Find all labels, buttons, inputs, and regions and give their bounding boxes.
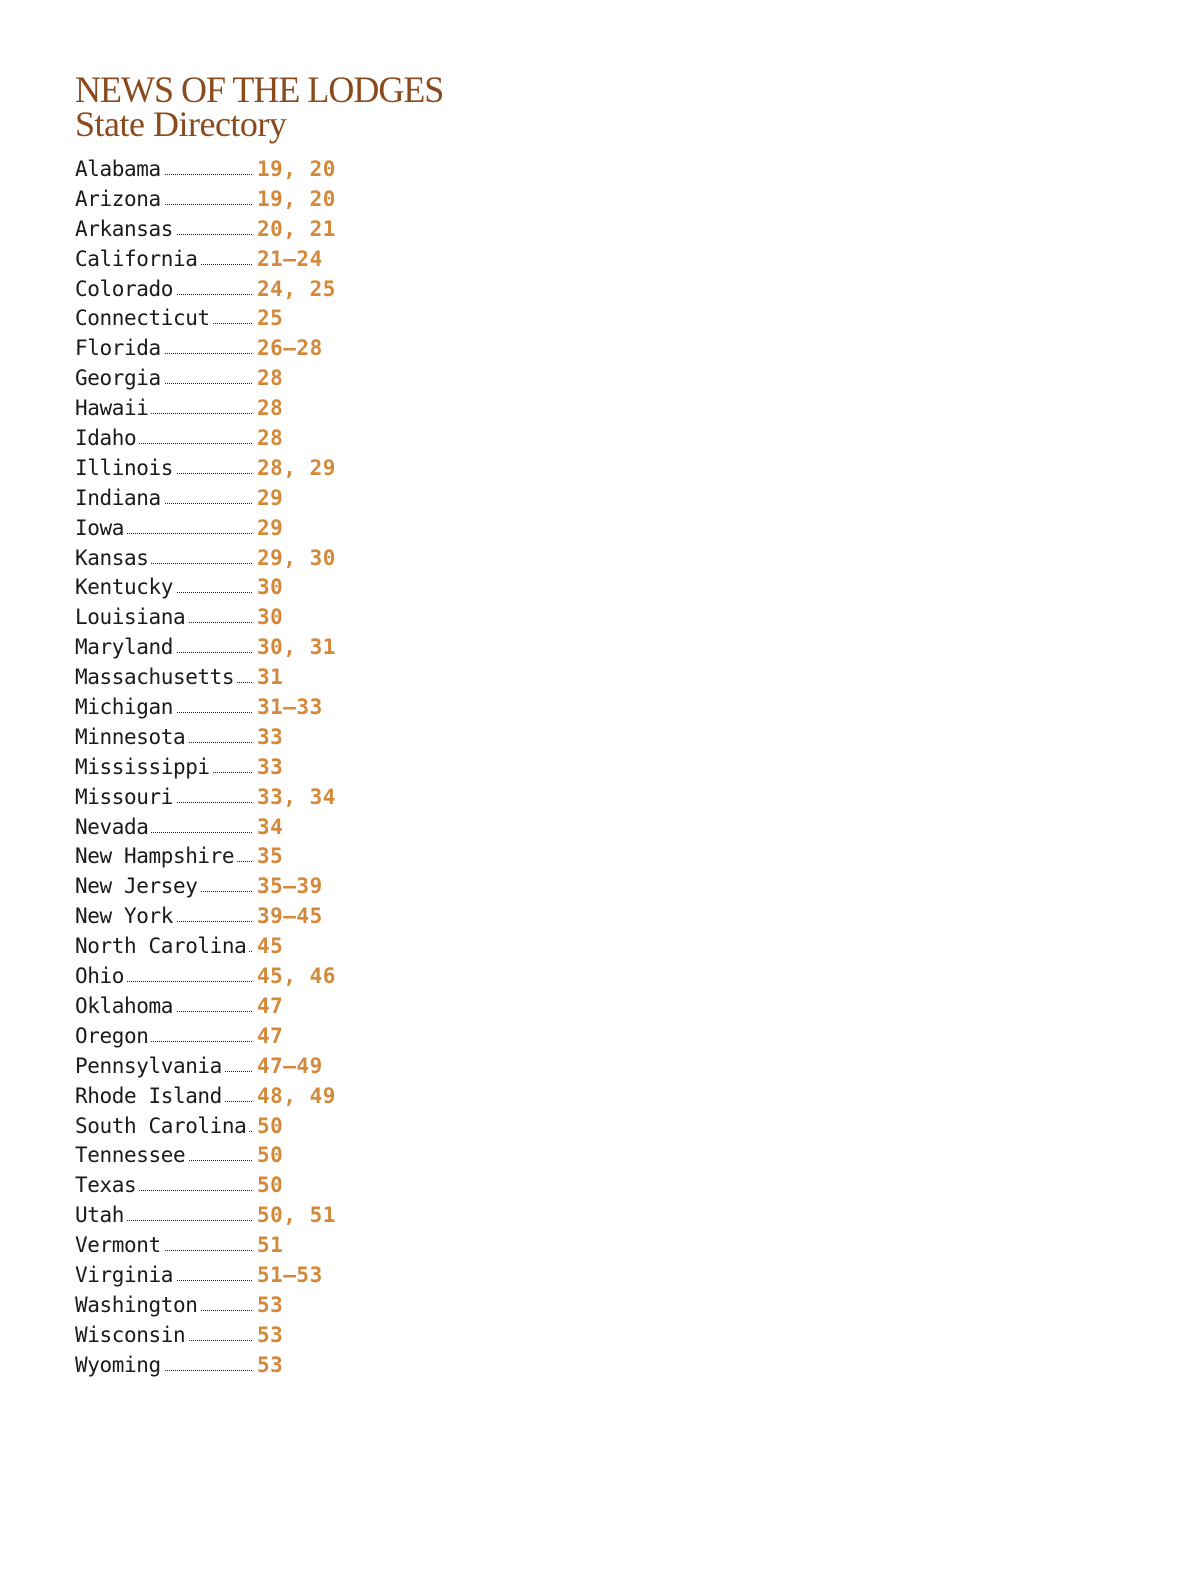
state-name: Tennessee bbox=[75, 1140, 188, 1170]
state-name: Idaho bbox=[75, 423, 139, 453]
directory-entry bbox=[75, 184, 475, 214]
directory-entry bbox=[75, 453, 475, 483]
directory-entry bbox=[75, 961, 475, 991]
state-name: Pennsylvania bbox=[75, 1051, 225, 1081]
directory-entry bbox=[75, 513, 475, 543]
page-reference[interactable]: 47 bbox=[257, 993, 284, 1018]
state-name: Ohio bbox=[75, 961, 127, 991]
directory-entry bbox=[75, 572, 475, 602]
directory-entry bbox=[75, 1320, 475, 1350]
directory-entry bbox=[75, 154, 475, 184]
state-name: Vermont bbox=[75, 1230, 164, 1260]
directory-entry bbox=[75, 244, 475, 274]
directory-entry bbox=[75, 363, 475, 393]
page-reference[interactable]: 28 bbox=[257, 396, 284, 421]
state-name: Georgia bbox=[75, 363, 164, 393]
section-title: NEWS OF THE LODGES bbox=[75, 69, 444, 111]
page-reference[interactable]: 53 bbox=[257, 1322, 284, 1347]
page-reference[interactable]: 19, 20 bbox=[257, 186, 336, 211]
directory-entry bbox=[75, 1260, 475, 1290]
state-name: North Carolina bbox=[75, 931, 249, 961]
page-reference[interactable]: 35 bbox=[257, 844, 284, 869]
directory-entry bbox=[75, 1230, 475, 1260]
state-name: Massachusetts bbox=[75, 662, 237, 692]
directory-entry bbox=[75, 1350, 475, 1380]
page-reference[interactable]: 48, 49 bbox=[257, 1083, 336, 1108]
state-name: Arizona bbox=[75, 184, 164, 214]
directory-entry bbox=[75, 1111, 475, 1141]
page-reference[interactable]: 28 bbox=[257, 426, 284, 451]
state-name: Connecticut bbox=[75, 303, 213, 333]
page-reference[interactable]: 34 bbox=[257, 814, 284, 839]
directory-entry bbox=[75, 303, 475, 333]
directory-entry bbox=[75, 1200, 475, 1230]
directory-subtitle: State Directory bbox=[75, 104, 287, 144]
directory-entry bbox=[75, 812, 475, 842]
state-name: Wisconsin bbox=[75, 1320, 188, 1350]
state-name: Kentucky bbox=[75, 572, 176, 602]
state-name: Texas bbox=[75, 1170, 139, 1200]
page-reference[interactable]: 50 bbox=[257, 1143, 284, 1168]
directory-entry bbox=[75, 1290, 475, 1320]
state-name: Iowa bbox=[75, 513, 127, 543]
page-reference[interactable]: 39–45 bbox=[257, 904, 323, 929]
page-reference[interactable]: 20, 21 bbox=[257, 216, 336, 241]
directory-entry bbox=[75, 1021, 475, 1051]
directory-entry bbox=[75, 602, 475, 632]
directory-entry bbox=[75, 1140, 475, 1170]
state-name: New Hampshire bbox=[75, 841, 237, 871]
page-reference[interactable]: 31 bbox=[257, 665, 284, 690]
state-name: Hawaii bbox=[75, 393, 151, 423]
state-name: Rhode Island bbox=[75, 1081, 225, 1111]
page-reference[interactable]: 33 bbox=[257, 724, 284, 749]
page-reference[interactable]: 30 bbox=[257, 575, 284, 600]
directory-entry bbox=[75, 931, 475, 961]
page-reference[interactable]: 53 bbox=[257, 1292, 284, 1317]
directory-entry bbox=[75, 901, 475, 931]
page-reference[interactable]: 29 bbox=[257, 515, 284, 540]
directory-entry bbox=[75, 423, 475, 453]
page-reference[interactable]: 26–28 bbox=[257, 336, 323, 361]
directory-entry bbox=[75, 1051, 475, 1081]
state-name: Oklahoma bbox=[75, 991, 176, 1021]
state-name: Wyoming bbox=[75, 1350, 164, 1380]
directory-entry bbox=[75, 871, 475, 901]
state-name: Kansas bbox=[75, 543, 151, 573]
page-reference[interactable]: 31–33 bbox=[257, 695, 323, 720]
state-name: California bbox=[75, 244, 200, 274]
directory-entry bbox=[75, 841, 475, 871]
page-reference[interactable]: 51–53 bbox=[257, 1262, 323, 1287]
page-reference[interactable]: 50, 51 bbox=[257, 1203, 336, 1228]
state-name: Utah bbox=[75, 1200, 127, 1230]
directory-entry bbox=[75, 991, 475, 1021]
directory-entry bbox=[75, 1081, 475, 1111]
state-name: Colorado bbox=[75, 274, 176, 304]
page-reference[interactable]: 45, 46 bbox=[257, 964, 336, 989]
directory-entry bbox=[75, 692, 475, 722]
state-name: Minnesota bbox=[75, 722, 188, 752]
page-reference[interactable]: 35–39 bbox=[257, 874, 323, 899]
directory-entry bbox=[75, 274, 475, 304]
directory-entry bbox=[75, 752, 475, 782]
page-reference[interactable]: 45 bbox=[257, 934, 284, 959]
state-name: Arkansas bbox=[75, 214, 176, 244]
page-reference[interactable]: 47 bbox=[257, 1023, 284, 1048]
page-reference[interactable]: 19, 20 bbox=[257, 157, 336, 181]
state-name: Nevada bbox=[75, 812, 151, 842]
page-reference[interactable]: 51 bbox=[257, 1233, 284, 1258]
page-reference[interactable]: 24, 25 bbox=[257, 276, 336, 301]
state-name: Illinois bbox=[75, 453, 176, 483]
page-reference[interactable]: 28, 29 bbox=[257, 455, 336, 480]
page-reference[interactable]: 47–49 bbox=[257, 1053, 323, 1078]
state-name: New York bbox=[75, 901, 176, 931]
directory-entry bbox=[75, 1170, 475, 1200]
state-name: Oregon bbox=[75, 1021, 151, 1051]
page-reference[interactable]: 33, 34 bbox=[257, 784, 336, 809]
page-reference[interactable]: 28 bbox=[257, 366, 284, 391]
directory-entry bbox=[75, 662, 475, 692]
page-reference[interactable]: 53 bbox=[257, 1352, 284, 1377]
directory-entry bbox=[75, 632, 475, 662]
state-name: Alabama bbox=[75, 154, 164, 184]
directory-entry bbox=[75, 782, 475, 812]
page-reference[interactable]: 21–24 bbox=[257, 246, 323, 271]
state-name: Missouri bbox=[75, 782, 176, 812]
page-reference[interactable]: 29 bbox=[257, 485, 284, 510]
state-name: Michigan bbox=[75, 692, 176, 722]
state-name: Indiana bbox=[75, 483, 164, 513]
directory-entry bbox=[75, 333, 475, 363]
directory-entry bbox=[75, 483, 475, 513]
directory-entry bbox=[75, 722, 475, 752]
state-name: Florida bbox=[75, 333, 164, 363]
state-name: New Jersey bbox=[75, 871, 200, 901]
directory-entry bbox=[75, 214, 475, 244]
state-name: South Carolina bbox=[75, 1111, 249, 1141]
state-name: Maryland bbox=[75, 632, 176, 662]
page-reference[interactable]: 25 bbox=[257, 306, 284, 331]
page-reference[interactable]: 30, 31 bbox=[257, 635, 336, 660]
directory-entry bbox=[75, 543, 475, 573]
page-reference[interactable]: 50 bbox=[257, 1113, 284, 1138]
page-reference[interactable]: 50 bbox=[257, 1173, 284, 1198]
page-heading bbox=[75, 69, 444, 146]
state-name: Louisiana bbox=[75, 602, 188, 632]
directory-entry bbox=[75, 393, 475, 423]
page-reference[interactable]: 29, 30 bbox=[257, 545, 336, 570]
page-reference[interactable]: 33 bbox=[257, 754, 284, 779]
page-reference[interactable]: 30 bbox=[257, 605, 284, 630]
state-name: Washington bbox=[75, 1290, 200, 1320]
state-name: Virginia bbox=[75, 1260, 176, 1290]
state-name: Mississippi bbox=[75, 752, 213, 782]
state-directory-list bbox=[75, 154, 475, 1380]
